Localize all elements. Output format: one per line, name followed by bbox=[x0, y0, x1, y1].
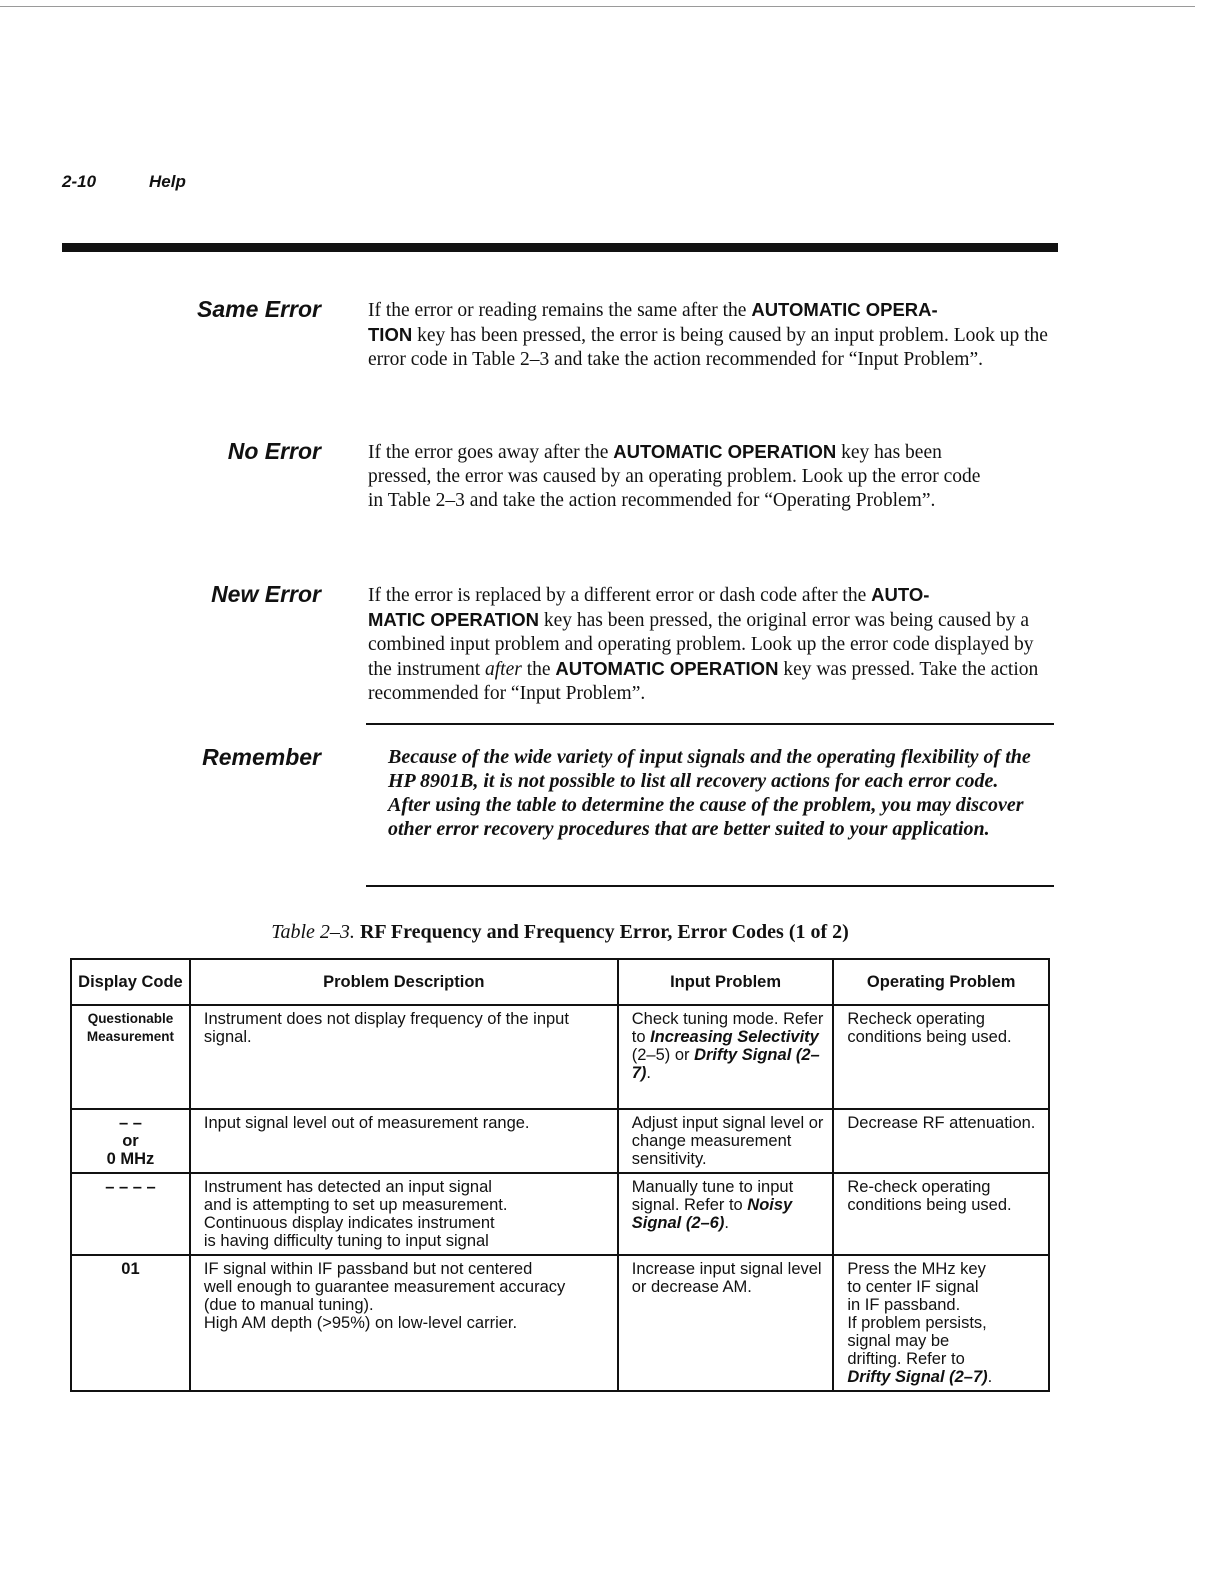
row-input: Adjust input signal level or change measurement sensitivity. bbox=[618, 1109, 834, 1173]
table-caption: Table 2–3. RF Frequency and Frequency Error, Error Codes (1 of 2) bbox=[271, 921, 849, 943]
row-problem: IF signal within IF passband but not centered well enough to guarantee measurement accuracy (due to manual tuning). High AM depth (>95%) on low-level carrier. bbox=[190, 1255, 618, 1391]
header-problem-description: Problem Description bbox=[190, 959, 618, 1005]
row-problem: Instrument does not display frequency of the input signal. bbox=[190, 1005, 618, 1109]
header-display-code: Display Code bbox=[71, 959, 190, 1005]
remember-bottom-rule bbox=[366, 885, 1054, 887]
row-code: Questionable Measurement bbox=[71, 1005, 190, 1109]
row-code: – – – – bbox=[71, 1173, 190, 1255]
row-operating: Press the MHz key to center IF signal in IF passband. If problem persists, signal may be drifting. Refer to Drifty Signal (2–7). bbox=[833, 1255, 1049, 1391]
header-input-problem: Input Problem bbox=[618, 959, 834, 1005]
row-operating: Recheck operating conditions being used. bbox=[833, 1005, 1049, 1109]
header-operating-problem: Operating Problem bbox=[833, 959, 1049, 1005]
row-operating: Re-check operating conditions being used. bbox=[833, 1173, 1049, 1255]
row-operating: Decrease RF attenuation. bbox=[833, 1109, 1049, 1173]
row-input: Increase input signal level or decrease AM. bbox=[618, 1255, 834, 1391]
remember-heading: Remember bbox=[202, 744, 321, 770]
no-error-text: If the error goes away after the AUTOMATIC OPERATION key has been pressed, the error was caused by an operating problem. Look up the error code in Table 2–3 and take the action recommended for “Operating Problem”. bbox=[368, 441, 981, 511]
top-scan-rule bbox=[0, 6, 1195, 7]
remember-top-rule bbox=[366, 723, 1054, 725]
page-header bbox=[62, 172, 186, 192]
table-row bbox=[71, 1173, 1049, 1255]
row-problem: Input signal level out of measurement range. bbox=[190, 1109, 618, 1173]
new-error-heading: New Error bbox=[211, 581, 321, 607]
row-input: Manually tune to input signal. Refer to Noisy Signal (2–6). bbox=[618, 1173, 834, 1255]
row-code: – – or 0 MHz bbox=[71, 1109, 190, 1173]
same-error-heading: Same Error bbox=[196, 296, 321, 322]
table-row bbox=[71, 1005, 1049, 1109]
error-code-table bbox=[70, 958, 1050, 1392]
same-error-text: If the error or reading remains the same after the AUTOMATIC OPERA- TION key has been pressed, the error is being caused by an input problem. Look up the error code in Table 2–3 and take the action recommended for “Input Problem”. bbox=[368, 299, 1048, 370]
table-row bbox=[71, 1109, 1049, 1173]
header-rule bbox=[62, 243, 1058, 252]
row-problem: Instrument has detected an input signal and is attempting to set up measurement. Continuous display indicates instrument is having difficulty tuning to input signal bbox=[190, 1173, 618, 1255]
page-number: 2-10 bbox=[62, 172, 97, 191]
no-error-heading: No Error bbox=[227, 438, 321, 464]
section-title: Help bbox=[149, 172, 186, 191]
row-code: 01 bbox=[71, 1255, 190, 1391]
table-header-row bbox=[71, 959, 1049, 1005]
remember-text: Because of the wide variety of input signals and the operating flexibility of the HP 8901B, it is not possible to list all recovery actions for each error code. After using the table to determine the cause of the problem, you may discover other error recovery procedures that are better suited to your application. bbox=[388, 746, 1031, 840]
table-row bbox=[71, 1255, 1049, 1391]
row-input: Check tuning mode. Refer to Increasing Selectivity (2–5) or Drifty Signal (2–7). bbox=[618, 1005, 834, 1109]
new-error-text: If the error is replaced by a different error or dash code after the AUTO- MATIC OPERATION key has been pressed, the original error was being caused by a combined input problem and operating problem. Look up the error code displayed by the instrument after the AUTOMATIC OPERATION key was pressed. Take the action recommended for “Input Problem”. bbox=[368, 584, 1039, 704]
